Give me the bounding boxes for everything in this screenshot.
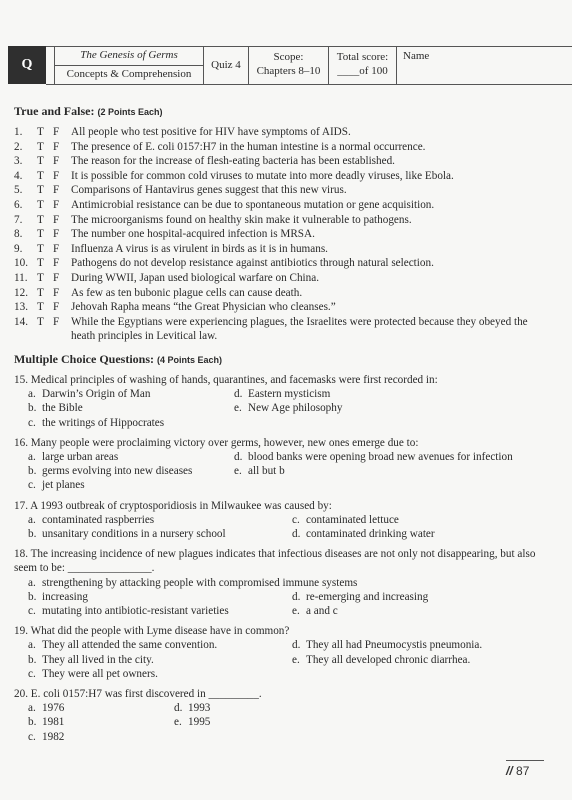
question-text: Influenza A virus is as virulent in birds as it is in humans. <box>71 242 328 255</box>
false-option[interactable]: F <box>53 155 60 168</box>
option-c[interactable]: c. They were all pet owners. <box>28 667 158 680</box>
true-option[interactable]: T <box>37 257 44 270</box>
scope-label: Scope: <box>273 51 304 63</box>
score-label: Total score: <box>336 51 389 63</box>
tf-question-row <box>14 300 538 315</box>
question-number: 12. <box>14 286 28 299</box>
page-number: // 87 <box>506 764 530 778</box>
question-number: 6. <box>14 198 23 211</box>
false-option[interactable]: F <box>53 315 60 328</box>
true-option[interactable]: T <box>37 169 44 182</box>
option-a[interactable]: a. strengthening by attacking people with compromised immune systems <box>28 576 358 589</box>
tf-question-row <box>14 256 538 271</box>
question-stem: 16. Many people were proclaiming victory over germs, however, new ones emerge due to: <box>14 436 419 449</box>
score-cell <box>329 46 397 84</box>
name-field[interactable] <box>397 46 556 84</box>
option-b[interactable]: b. germs evolving into new diseases <box>28 465 193 478</box>
question-stem: 19. What did the people with Lyme disease have in common? <box>14 625 290 638</box>
question-number: 8. <box>14 228 23 241</box>
option-c[interactable]: c. contaminated lettuce <box>292 513 399 526</box>
option-a[interactable]: a. Darwin’s Origin of Man <box>28 388 151 401</box>
true-option[interactable]: T <box>37 271 44 284</box>
false-option[interactable]: F <box>53 169 60 182</box>
tf-question-row <box>14 242 538 257</box>
name-label: Name <box>403 50 430 62</box>
option-a[interactable]: a. large urban areas <box>28 450 119 463</box>
question-number: 2. <box>14 140 23 153</box>
question-text: The microorganisms found on healthy skin make it vulnerable to pathogens. <box>71 213 412 226</box>
tf-question-row <box>14 286 538 301</box>
false-option[interactable]: F <box>53 242 60 255</box>
true-option[interactable]: T <box>37 315 44 328</box>
question-15 <box>14 373 538 430</box>
book-subtitle: Concepts & Comprehension <box>66 68 192 80</box>
option-a[interactable]: a. They all attended the same convention. <box>28 639 218 652</box>
option-d[interactable]: d. Eastern mysticism <box>234 388 331 401</box>
scope-cell <box>249 46 329 84</box>
tf-question-row <box>14 315 538 344</box>
option-b[interactable]: b. 1981 <box>28 716 65 729</box>
quiz-badge: Q <box>8 46 46 84</box>
true-option[interactable]: T <box>37 184 44 197</box>
option-c[interactable]: c. mutating into antibiotic-resistant varieties <box>28 604 229 617</box>
false-option[interactable]: F <box>53 184 60 197</box>
true-option[interactable]: T <box>37 126 44 138</box>
question-16 <box>14 436 538 493</box>
question-text: As few as ten bubonic plague cells can cause death. <box>71 286 303 299</box>
option-e[interactable]: e. New Age philosophy <box>234 402 343 415</box>
question-text: All people who test positive for HIV have symptoms of AIDS. <box>71 126 351 138</box>
question-text: Jehovah Rapha means “the Great Physician who cleanses.” <box>71 301 336 314</box>
question-number: 7. <box>14 213 23 226</box>
tf-section-title: True and False: (2 Points Each) <box>14 104 163 118</box>
option-b[interactable]: b. They all lived in the city. <box>28 653 154 666</box>
footer-rule <box>506 760 544 761</box>
book-title: The Genesis of Germs <box>80 49 178 61</box>
question-number: 11. <box>14 271 28 284</box>
question-18 <box>14 547 538 618</box>
question-text: Antimicrobial resistance can be due to spontaneous mutation or gene acquisition. <box>71 198 435 211</box>
question-stem: 15. Medical principles of washing of hands, quarantines, and facemasks were first recorded in: <box>14 373 438 386</box>
question-stem: 17. A 1993 outbreak of cryptosporidiosis in Milwaukee was caused by: <box>14 499 332 512</box>
false-option[interactable]: F <box>53 301 60 314</box>
option-d[interactable]: d. They all had Pneumocystis pneumonia. <box>292 639 483 652</box>
false-option[interactable]: F <box>53 286 60 299</box>
false-option[interactable]: F <box>53 126 60 138</box>
option-d[interactable]: d. contaminated drinking water <box>292 527 435 540</box>
true-false-list <box>14 125 538 344</box>
question-20 <box>14 687 538 744</box>
option-d[interactable]: d. 1993 <box>174 702 211 715</box>
page-marker-icon: // <box>506 764 513 778</box>
option-d[interactable]: d. blood banks were opening broad new avenues for infection <box>234 450 513 463</box>
option-e[interactable]: e. They all developed chronic diarrhea. <box>292 653 471 666</box>
mc-section-title: Multiple Choice Questions: (4 Points Each) <box>14 351 223 366</box>
option-d[interactable]: d. re-emerging and increasing <box>292 590 429 603</box>
false-option[interactable]: F <box>53 271 60 284</box>
true-option[interactable]: T <box>37 228 44 241</box>
quiz-content <box>14 104 538 750</box>
tf-question-row <box>14 198 538 213</box>
tf-question-row <box>14 125 538 140</box>
question-number: 9. <box>14 242 23 255</box>
question-17 <box>14 499 538 542</box>
question-number: 3. <box>14 155 23 168</box>
option-c[interactable]: c. the writings of Hippocrates <box>28 416 165 429</box>
header-bottom-rule <box>46 84 572 85</box>
question-number: 5. <box>14 184 23 197</box>
false-option[interactable]: F <box>53 228 60 241</box>
option-c[interactable]: c. 1982 <box>28 730 65 743</box>
question-text: The reason for the increase of flesh-eating bacteria has been established. <box>71 155 395 168</box>
false-option[interactable]: F <box>53 213 60 226</box>
question-stem: 20. E. coli 0157:H7 was first discovered in _________. <box>14 687 262 700</box>
option-a[interactable]: a. 1976 <box>28 702 65 715</box>
question-stem: 18. The increasing incidence of new plagues indicates that infectious diseases are not only not disappearing, but also seem to be: _______________. <box>14 548 536 575</box>
book-title-cell <box>54 46 204 84</box>
true-option[interactable]: T <box>37 286 44 299</box>
question-19 <box>14 624 538 681</box>
false-option[interactable]: F <box>53 140 60 153</box>
tf-question-row <box>14 227 538 242</box>
false-option[interactable]: F <box>53 198 60 211</box>
question-text: Pathogens do not develop resistance against antibiotics through natural selection. <box>71 257 434 270</box>
tf-question-row <box>14 154 538 169</box>
question-text: Comparisons of Hantavirus genes suggest that this new virus. <box>71 184 347 197</box>
scope-value: Chapters 8–10 <box>256 65 321 77</box>
question-number: 1. <box>14 126 23 138</box>
tf-question-row <box>14 140 538 155</box>
question-text: While the Egyptians were experiencing plagues, the Israelites were protected because they obeyed the heath principles in Levitical law. <box>71 315 528 343</box>
tf-question-row <box>14 169 538 184</box>
true-option[interactable]: T <box>37 213 44 226</box>
tf-question-row <box>14 183 538 198</box>
question-number: 4. <box>14 169 23 182</box>
true-option[interactable]: T <box>37 155 44 168</box>
tf-question-row <box>14 213 538 228</box>
question-number: 13. <box>14 301 28 314</box>
quiz-number: Quiz 4 <box>204 46 249 84</box>
question-number: 10. <box>14 257 28 270</box>
question-text: The presence of E. coli 0157:H7 in the human intestine is a normal occurrence. <box>71 140 426 153</box>
false-option[interactable]: F <box>53 257 60 270</box>
option-e[interactable]: e. a and c <box>292 604 338 617</box>
question-text: The number one hospital-acquired infection is MRSA. <box>71 228 315 241</box>
question-number: 14. <box>14 315 28 328</box>
option-c[interactable]: c. jet planes <box>28 479 85 492</box>
quiz-header <box>8 46 556 84</box>
question-text: During WWII, Japan used biological warfare on China. <box>71 271 320 284</box>
option-b[interactable]: b. unsanitary conditions in a nursery school <box>28 527 226 540</box>
question-text: It is possible for common cold viruses to mutate into more deadly viruses, like Ebola. <box>71 169 454 182</box>
option-b[interactable]: b. the Bible <box>28 402 83 415</box>
true-option[interactable]: T <box>37 301 44 314</box>
true-option[interactable]: T <box>37 242 44 255</box>
true-option[interactable]: T <box>37 198 44 211</box>
score-value[interactable]: ____of 100 <box>337 65 388 77</box>
true-option[interactable]: T <box>37 140 44 153</box>
tf-question-row <box>14 271 538 286</box>
option-b[interactable]: b. increasing <box>28 590 88 603</box>
option-a[interactable]: a. contaminated raspberries <box>28 513 155 526</box>
option-e[interactable]: e. all but b <box>234 465 285 478</box>
option-e[interactable]: e. 1995 <box>174 716 211 729</box>
